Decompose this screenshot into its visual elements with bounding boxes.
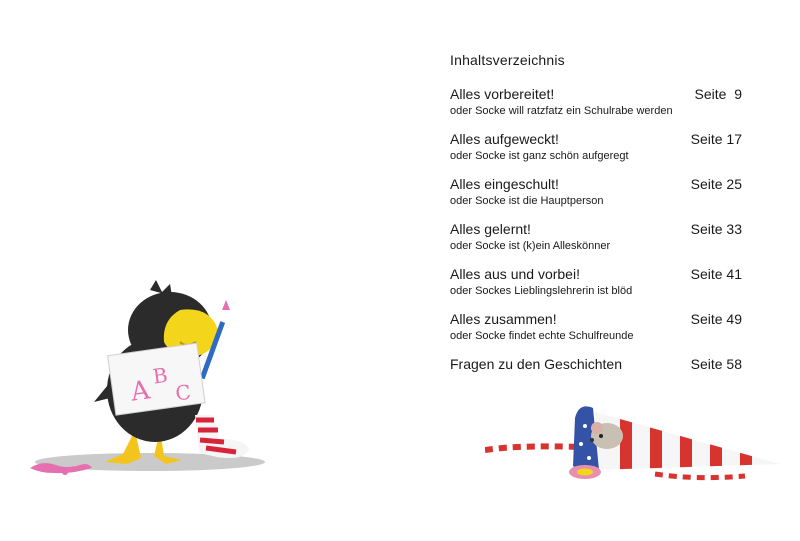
toc-entry-subtitle: oder Socke ist (k)ein Alleskönner xyxy=(450,240,611,252)
svg-text:C: C xyxy=(173,379,193,406)
candy-icon xyxy=(569,465,601,479)
toc-entry-title: Alles eingeschult! xyxy=(450,176,559,192)
toc-entry-page: Seite 25 xyxy=(690,176,742,192)
toc-entry xyxy=(450,266,742,311)
toc-entry-title: Alles aus und vorbei! xyxy=(450,266,580,282)
toc-entry-page: Seite 49 xyxy=(690,311,742,327)
toc-entry-page: Seite 17 xyxy=(690,131,742,147)
abc-sign xyxy=(108,343,205,415)
toc-entry-title: Alles zusammen! xyxy=(450,311,557,327)
toc-heading: Inhaltsverzeichnis xyxy=(450,52,565,68)
toc-entry-title: Alles aufgeweckt! xyxy=(450,131,559,147)
toc-entry xyxy=(450,131,742,176)
striped-sock-icon xyxy=(195,415,249,458)
raven-illustration xyxy=(20,280,270,480)
toc-entry-subtitle: oder Socke will ratzfatz ein Schulrabe werden xyxy=(450,105,673,117)
toc-entry-title: Fragen zu den Geschichten xyxy=(450,356,622,372)
toc-entry xyxy=(450,86,742,131)
toc-entry xyxy=(450,221,742,266)
toc-entry-title: Alles gelernt! xyxy=(450,221,531,237)
toc-list xyxy=(450,86,742,401)
toc-entry-subtitle: oder Socke ist die Hauptperson xyxy=(450,195,604,207)
toc-entry-title: Alles vorbereitet! xyxy=(450,86,555,102)
toc-entry-page: Seite 9 xyxy=(694,86,742,102)
toc-entry-page: Seite 41 xyxy=(690,266,742,282)
school-cone-illustration xyxy=(485,392,785,487)
toc-entry xyxy=(450,176,742,221)
toc-entry-page: Seite 58 xyxy=(690,356,742,372)
toc-entry-subtitle: oder Socke findet echte Schulfreunde xyxy=(450,330,634,342)
toc-entry-subtitle: oder Socke ist ganz schön aufgeregt xyxy=(450,150,629,162)
toc-entry-subtitle: oder Sockes Lieblingslehrerin ist blöd xyxy=(450,285,633,297)
toc-entry xyxy=(450,311,742,356)
toc-entry-page: Seite 33 xyxy=(690,221,742,237)
svg-text:B: B xyxy=(151,362,170,389)
svg-text:A: A xyxy=(128,375,152,408)
